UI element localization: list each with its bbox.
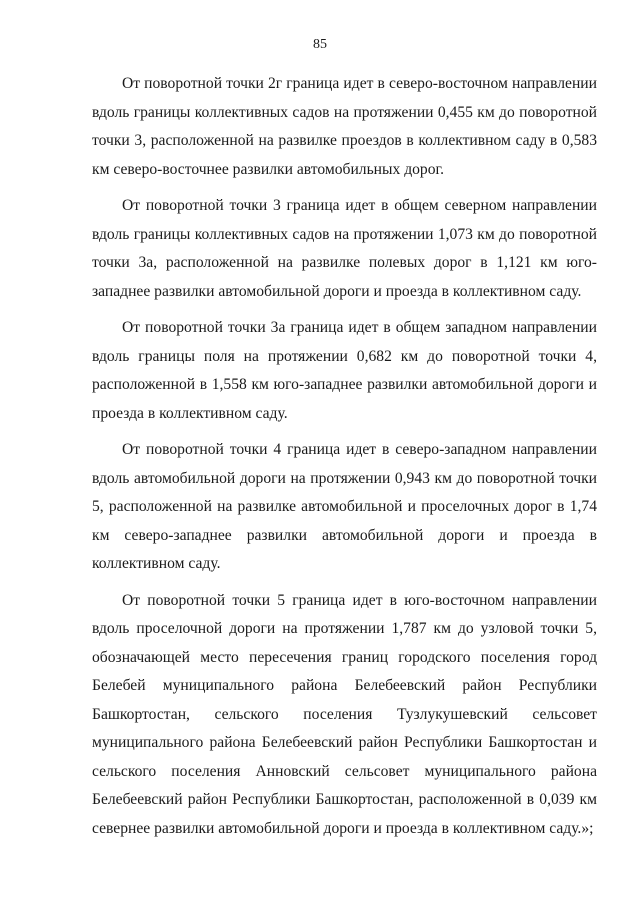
- paragraph-2: От поворотной точки 3 граница идет в общем северном направлении вдоль границы коллективных садов на протяжении 1,073 км до поворотной точки 3а, расположенной на развилке полевых дорог в 1,121 км юго-западнее развилки автомобильной дороги и проезда в коллективном саду.: [92, 197, 597, 300]
- paragraph-4: От поворотной точки 4 граница идет в северо-западном направлении вдоль автомобильной дороги на протяжении 0,943 км до поворотной точки 5, расположенной на развилке автомобильной и проселочных дорог в 1,74 км северо-западнее развилки автомобильной дороги и проезда в коллективном саду.: [92, 441, 597, 572]
- document-body: [92, 70, 597, 851]
- paragraph-3: От поворотной точки 3а граница идет в общем западном направлении вдоль границы поля на протяжении 0,682 км до поворотной точки 4, расположенной в 1,558 км юго-западнее развилки автомобильной дороги и проезда в коллективном саду.: [92, 319, 597, 422]
- page-number: 85: [313, 37, 327, 52]
- paragraph-1: От поворотной точки 2г граница идет в северо-восточном направлении вдоль границы коллективных садов на протяжении 0,455 км до поворотной точки 3, расположенной на развилке проездов в коллективном саду в 0,583 км северо-восточнее развилки автомобильных дорог.: [92, 75, 597, 178]
- paragraph-5: От поворотной точки 5 граница идет в юго-восточном направлении вдоль проселочной дороги на протяжении 1,787 км до узловой точки 5, обозначающей место пересечения границ городского поселения город Белебей муниципального района Белебеевский район Республики Башкортостан, сельского поселения Тузлукушевский сельсовет муниципального района Белебеевский район Республики Башкортостан и сельского поселения Анновский сельсовет муниципального района Белебеевский район Республики Башкортостан, расположенной в 0,039 км севернее развилки автомобильной дороги и проезда в коллективном саду.»;: [92, 591, 597, 837]
